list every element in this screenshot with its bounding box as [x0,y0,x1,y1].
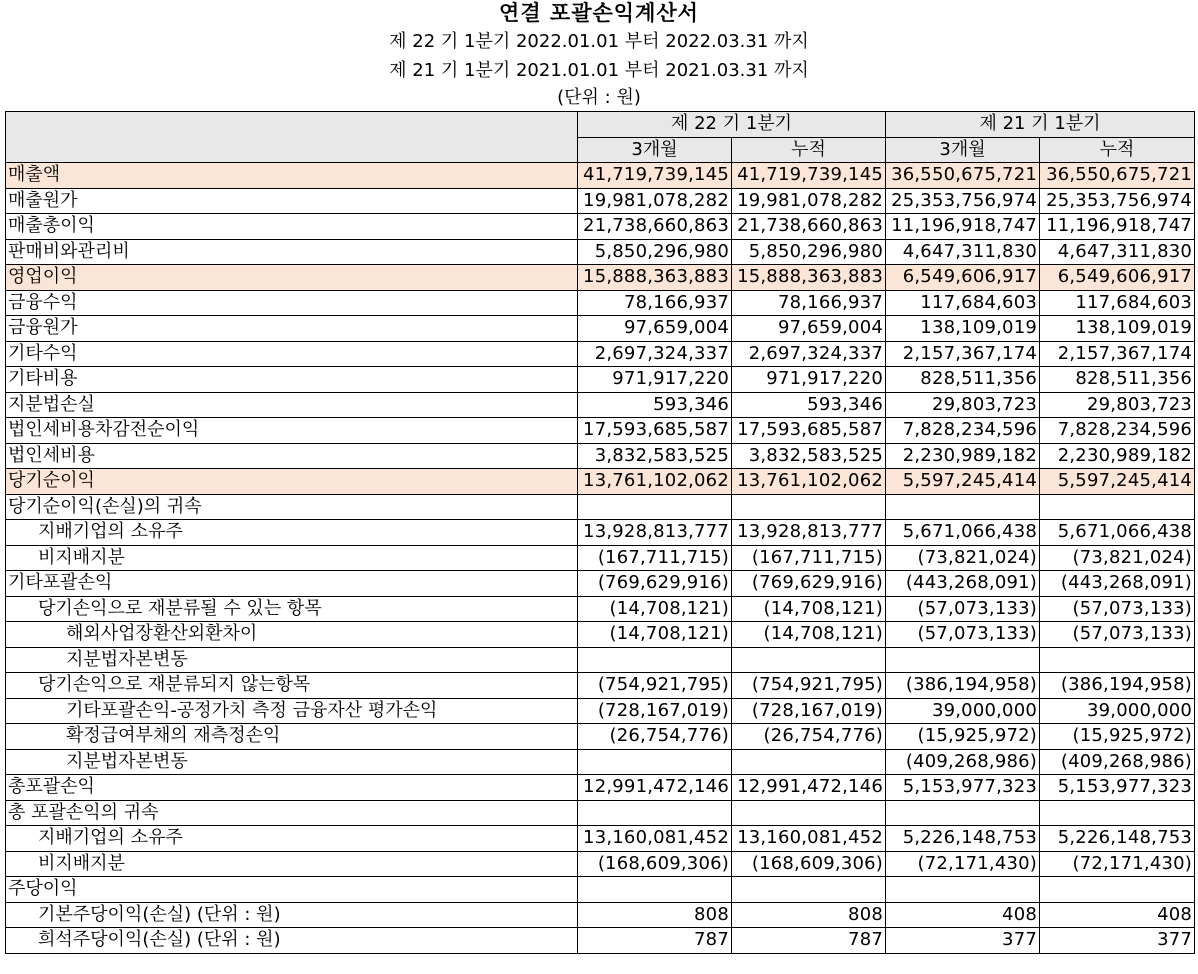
row-label: 영업이익 [6,265,578,291]
row-label: 기본주당이익(손실) (단위 : 원) [6,902,578,928]
row-value [578,494,732,520]
table-row [6,596,1195,622]
table-row [6,775,1195,801]
row-value: 593,346 [578,392,732,418]
row-value: 11,196,918,747 [886,214,1040,240]
row-value: (14,708,121) [578,596,732,622]
row-value: 377 [1040,928,1195,954]
row-label: 매출원가 [6,188,578,214]
row-value: 25,353,756,974 [1040,188,1195,214]
table-row [6,673,1195,699]
row-value: (15,925,972) [886,724,1040,750]
row-value: 41,719,739,145 [578,163,732,189]
row-label: 비지배지분 [6,851,578,877]
row-label: 지분법자본변동 [6,749,578,775]
table-row [6,902,1195,928]
row-value: (409,268,986) [1040,749,1195,775]
row-value: (769,629,916) [578,571,732,597]
row-value: (57,073,133) [886,622,1040,648]
label-column-header [6,112,578,163]
row-value [578,647,732,673]
row-label: 기타포괄손익 [6,571,578,597]
table-row [6,877,1195,903]
row-value: 78,166,937 [578,290,732,316]
table-row [6,622,1195,648]
row-value: (57,073,133) [1040,622,1195,648]
unit-label: (단위 : 원) [557,87,641,108]
row-value: 2,230,989,182 [1040,443,1195,469]
row-value: (57,073,133) [886,596,1040,622]
table-row [6,571,1195,597]
row-value: (728,167,019) [732,698,886,724]
row-value: 6,549,606,917 [886,265,1040,291]
row-value: 408 [886,902,1040,928]
row-value [732,494,886,520]
row-value: 78,166,937 [732,290,886,316]
row-value: 39,000,000 [1040,698,1195,724]
row-value [578,877,732,903]
table-row [6,418,1195,444]
sub-header-prior-cum: 누적 [1040,137,1195,163]
row-value: 19,981,078,282 [732,188,886,214]
row-value [732,647,886,673]
row-value: 13,928,813,777 [578,520,732,546]
row-label: 비지배지분 [6,545,578,571]
table-row [6,826,1195,852]
group-header-current: 제 22 기 1분기 [578,112,886,138]
row-value: (26,754,776) [732,724,886,750]
row-value: 5,153,977,323 [1040,775,1195,801]
row-value: 971,917,220 [732,367,886,393]
row-value: (14,708,121) [732,596,886,622]
row-label: 기타수익 [6,341,578,367]
row-label: 당기손익으로 재분류될 수 있는 항목 [6,596,578,622]
row-label: 확정급여부채의 재측정손익 [6,724,578,750]
row-value [1040,647,1195,673]
table-row [6,520,1195,546]
table-body [6,163,1195,954]
row-value: (769,629,916) [732,571,886,597]
report-header [0,0,1198,111]
row-value: (443,268,091) [1040,571,1195,597]
row-value: 3,832,583,525 [578,443,732,469]
row-value [886,800,1040,826]
row-value: (443,268,091) [886,571,1040,597]
row-value: 2,697,324,337 [732,341,886,367]
row-value: 15,888,363,883 [578,265,732,291]
row-value [732,877,886,903]
row-value: (386,194,958) [1040,673,1195,699]
table-row [6,163,1195,189]
row-label: 기타포괄손익-공정가치 측정 금융자산 평가손익 [6,698,578,724]
row-value [1040,877,1195,903]
row-value: (168,609,306) [732,851,886,877]
income-statement-table [5,111,1195,954]
row-label: 매출총이익 [6,214,578,240]
row-value: 5,597,245,414 [1040,469,1195,495]
row-value: (754,921,795) [578,673,732,699]
row-value: 117,684,603 [1040,290,1195,316]
row-value: (72,171,430) [1040,851,1195,877]
table-row [6,239,1195,265]
row-value [1040,494,1195,520]
row-value: 808 [732,902,886,928]
row-value: 4,647,311,830 [886,239,1040,265]
row-label: 기타비용 [6,367,578,393]
row-value [732,800,886,826]
table-row [6,928,1195,954]
sub-header-prior-3m: 3개월 [886,137,1040,163]
table-row [6,800,1195,826]
row-value: 25,353,756,974 [886,188,1040,214]
row-value: 11,196,918,747 [1040,214,1195,240]
row-value: 2,697,324,337 [578,341,732,367]
table-row [6,214,1195,240]
report-title: 연결 포괄손익계산서 [499,1,699,25]
row-value: 971,917,220 [578,367,732,393]
row-value: 5,850,296,980 [578,239,732,265]
row-value: 7,828,234,596 [1040,418,1195,444]
row-value: (72,171,430) [886,851,1040,877]
row-value: 12,991,472,146 [578,775,732,801]
row-value: 21,738,660,863 [578,214,732,240]
row-value [578,800,732,826]
row-label: 지분법손실 [6,392,578,418]
row-value [578,749,732,775]
row-label: 해외사업장환산외환차이 [6,622,578,648]
row-label: 지배기업의 소유주 [6,520,578,546]
row-value: (73,821,024) [886,545,1040,571]
row-label: 당기순이익(손실)의 귀속 [6,494,578,520]
row-label: 지배기업의 소유주 [6,826,578,852]
row-label: 주당이익 [6,877,578,903]
row-value [886,647,1040,673]
row-value [886,877,1040,903]
row-value: 17,593,685,587 [578,418,732,444]
row-value: 593,346 [732,392,886,418]
row-value: 7,828,234,596 [886,418,1040,444]
row-label: 총포괄손익 [6,775,578,801]
row-value: 21,738,660,863 [732,214,886,240]
row-value: (73,821,024) [1040,545,1195,571]
table-row [6,469,1195,495]
table-row [6,316,1195,342]
table-row [6,647,1195,673]
row-label: 법인세비용 [6,443,578,469]
table-row [6,341,1195,367]
row-value: 13,761,102,062 [732,469,886,495]
row-value: 828,511,356 [886,367,1040,393]
row-value: 5,153,977,323 [886,775,1040,801]
table-row [6,367,1195,393]
row-value: 2,157,367,174 [1040,341,1195,367]
row-label: 희석주당이익(손실) (단위 : 원) [6,928,578,954]
row-value: 117,684,603 [886,290,1040,316]
row-label: 판매비와관리비 [6,239,578,265]
row-value: 808 [578,902,732,928]
row-value: 97,659,004 [732,316,886,342]
row-value [886,494,1040,520]
row-value: (754,921,795) [732,673,886,699]
row-value: 138,109,019 [1040,316,1195,342]
table-row [6,749,1195,775]
row-value: 4,647,311,830 [1040,239,1195,265]
row-value: (386,194,958) [886,673,1040,699]
row-value: 97,659,004 [578,316,732,342]
row-value: 138,109,019 [886,316,1040,342]
row-value: (168,609,306) [578,851,732,877]
row-value [1040,800,1195,826]
row-value: 3,832,583,525 [732,443,886,469]
row-value: 39,000,000 [886,698,1040,724]
row-value: 2,230,989,182 [886,443,1040,469]
row-value: 5,597,245,414 [886,469,1040,495]
row-label: 매출액 [6,163,578,189]
row-value: 13,761,102,062 [578,469,732,495]
period-prior: 제 21 기 1분기 2021.01.01 부터 2021.03.31 까지 [389,60,809,81]
row-value: 828,511,356 [1040,367,1195,393]
sub-header-current-cum: 누적 [732,137,886,163]
row-value: 5,226,148,753 [886,826,1040,852]
sub-header-current-3m: 3개월 [578,137,732,163]
table-row [6,188,1195,214]
row-value: (14,708,121) [578,622,732,648]
row-value: 36,550,675,721 [1040,163,1195,189]
table-row [6,290,1195,316]
group-header-prior: 제 21 기 1분기 [886,112,1195,138]
period-current: 제 22 기 1분기 2022.01.01 부터 2022.03.31 까지 [389,31,809,52]
row-value: 6,549,606,917 [1040,265,1195,291]
row-value: 13,160,081,452 [732,826,886,852]
row-value [732,749,886,775]
row-value: (57,073,133) [1040,596,1195,622]
table-row [6,545,1195,571]
row-value: 13,160,081,452 [578,826,732,852]
row-value: 12,991,472,146 [732,775,886,801]
table-row [6,724,1195,750]
row-value: 29,803,723 [1040,392,1195,418]
row-label: 금융수익 [6,290,578,316]
row-label: 지분법자본변동 [6,647,578,673]
row-value: 15,888,363,883 [732,265,886,291]
row-value: 41,719,739,145 [732,163,886,189]
row-value: 787 [732,928,886,954]
row-value: 5,850,296,980 [732,239,886,265]
table-row [6,698,1195,724]
row-label: 당기순이익 [6,469,578,495]
row-value: 5,226,148,753 [1040,826,1195,852]
row-value: 13,928,813,777 [732,520,886,546]
row-value: 408 [1040,902,1195,928]
row-value: (14,708,121) [732,622,886,648]
row-value: 5,671,066,438 [886,520,1040,546]
table-row [6,494,1195,520]
row-label: 법인세비용차감전순이익 [6,418,578,444]
row-value: (26,754,776) [578,724,732,750]
row-value: 36,550,675,721 [886,163,1040,189]
row-label: 당기손익으로 재분류되지 않는항목 [6,673,578,699]
row-value: 5,671,066,438 [1040,520,1195,546]
row-value: (15,925,972) [1040,724,1195,750]
row-value: 29,803,723 [886,392,1040,418]
table-row [6,265,1195,291]
row-value: (409,268,986) [886,749,1040,775]
row-value: 19,981,078,282 [578,188,732,214]
row-value: (167,711,715) [578,545,732,571]
table-row [6,443,1195,469]
row-value: 17,593,685,587 [732,418,886,444]
row-value: 2,157,367,174 [886,341,1040,367]
row-value: 377 [886,928,1040,954]
row-value: (167,711,715) [732,545,886,571]
row-value: 787 [578,928,732,954]
row-label: 금융원가 [6,316,578,342]
row-label: 총 포괄손익의 귀속 [6,800,578,826]
table-row [6,851,1195,877]
table-row [6,392,1195,418]
row-value: (728,167,019) [578,698,732,724]
